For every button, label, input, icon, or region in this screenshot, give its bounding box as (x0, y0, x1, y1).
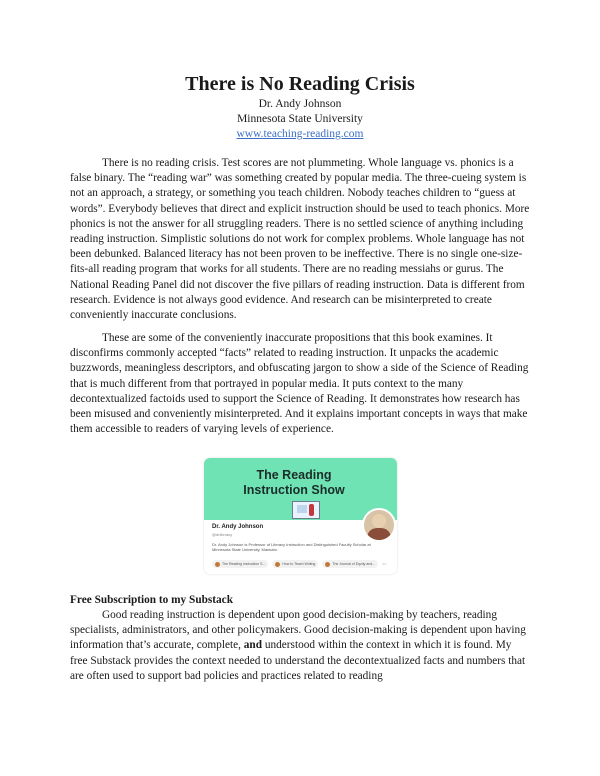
book-summary-section (70, 331, 530, 437)
author-name: Dr. Andy Johnson (258, 98, 342, 110)
website-line (0, 127, 600, 142)
publication-chip[interactable] (272, 560, 318, 568)
publication-logo-icon (215, 562, 220, 567)
card-author-name: Dr. Andy Johnson (212, 524, 264, 530)
card-heading: The Reading Instruction Show (243, 468, 345, 497)
subscription-text-start: Good reading instruction is dependent upon good decision-making by teachers, reading specialists, administrators, and other policymakers. Good decision-making is dependent upon having information that’s accurate, complete, (70, 609, 526, 652)
subscription-section (70, 608, 530, 684)
substack-card[interactable] (204, 458, 397, 574)
classroom-illustration-icon (292, 501, 320, 519)
document-title: There is No Reading Crisis (185, 73, 415, 95)
more-chips-icon[interactable]: >> (382, 562, 387, 566)
card-publication-chips (212, 560, 386, 568)
publication-logo-icon (325, 562, 330, 567)
subscription-paragraph (70, 608, 530, 684)
publication-chip[interactable] (212, 560, 268, 568)
chip-label: The Journal of Equity and... (332, 562, 376, 566)
author-affiliation: Minnesota State University (237, 113, 363, 125)
publication-logo-icon (275, 562, 280, 567)
subscription-bold-word: and (243, 639, 262, 652)
card-handle: @drliteracy (212, 532, 233, 537)
subscription-text-end: understood within the context in which it is found. My free Substack provides the context needed to understand the decontextualized facts and numbers that are often used to support bad policies and practices related to reading (70, 639, 526, 682)
intro-section (70, 156, 530, 323)
card-description: Dr. Andy Johnson is Professor of Literacy Instruction and Distinguished Faculty Scholar at Minnesota State University, Mankato. (212, 542, 371, 552)
website-link[interactable]: www.teaching-reading.com (236, 128, 364, 140)
book-summary-paragraph: These are some of the conveniently inaccurate propositions that this book examines. It disconfirms commonly accepted “facts” related to reading instruction. It unpacks the academic buzzwords, meaningless descriptors, and obfuscating jargon to show a side of the Science of Reading that is much different from that portrayed in popular media. It puts context to the many decontextualized factoids used to support the Science of Reading. It demonstrates how research has been misused and conveniently misinterpreted. And it explains important concepts in ways that make them accessible to readers of varying levels of experience. (70, 332, 529, 436)
author-avatar (362, 508, 396, 542)
chip-label: The Reading Instruction S... (222, 562, 266, 566)
subscription-heading: Free Subscription to my Substack (70, 594, 233, 606)
publication-chip[interactable] (322, 560, 378, 568)
intro-paragraph: There is no reading crisis. Test scores are not plummeting. Whole language vs. phonics is a false binary. The “reading war” was something created by popular media. The three-cueing system is not an approach, a strategy, or something you teach children. Nobody teaches children to “guess at words”. Everybody believes that direct and explicit instruction should be used to teach phonics. More phonics is not the answer for all struggling readers. There is no settled science of anything including reading instruction. Simplistic solutions do not work for complex problems. Whole language has not been debunked. Balanced literacy has not been proven to be ineffective. There is no single one-size-fits-all reading program that works for all students. There are no reading messiahs or gurus. The National Reading Panel did not discover the five pillars of reading instruction. Data is different from research. Evidence is not always good evidence. And research can be misinterpreted to create conveniently inaccurate conclusions. (70, 157, 530, 322)
chip-label: How to Teach Writing (282, 562, 316, 566)
